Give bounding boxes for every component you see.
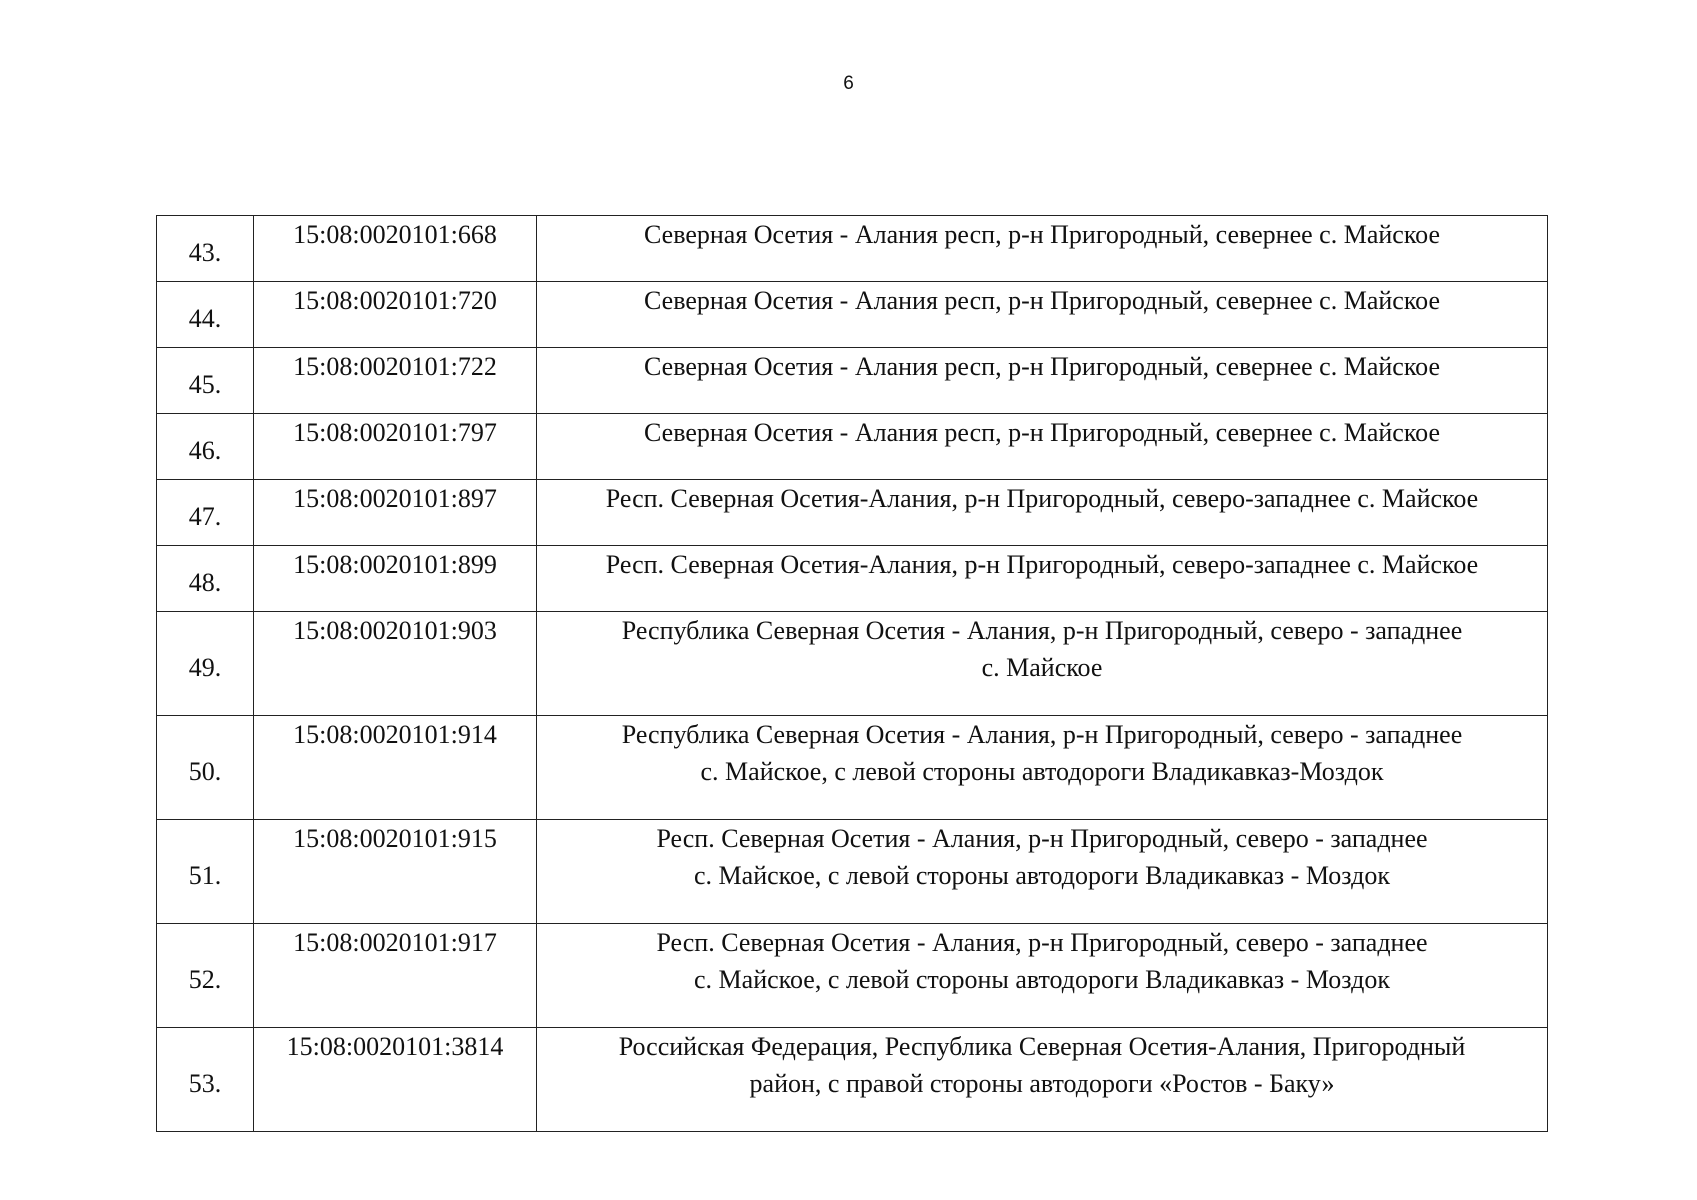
row-number: 43.	[157, 216, 254, 282]
address-line: Республика Северная Осетия - Алания, р-н Пригородный, северо - западнее	[621, 720, 1463, 749]
cadastral-number: 15:08:0020101:903	[254, 612, 537, 716]
address-line: Северная Осетия - Алания респ, р-н Пригородный, севернее с. Майское	[644, 418, 1440, 447]
table-row	[157, 480, 1548, 546]
address-line: Северная Осетия - Алания респ, р-н Пригородный, севернее с. Майское	[644, 220, 1440, 249]
parcel-address	[537, 414, 1548, 480]
row-number: 52.	[157, 924, 254, 1028]
cadastral-number: 15:08:0020101:917	[254, 924, 537, 1028]
table-row	[157, 612, 1548, 716]
address-line: с. Майское, с левой стороны автодороги Владикавказ - Моздок	[694, 965, 1390, 994]
parcel-address	[537, 480, 1548, 546]
address-line: район, с правой стороны автодороги «Ростов - Баку»	[749, 1069, 1335, 1098]
page-number: 6	[843, 73, 854, 94]
table-row	[157, 820, 1548, 924]
table-row	[157, 216, 1548, 282]
parcel-address	[537, 546, 1548, 612]
row-number: 49.	[157, 612, 254, 716]
cadastral-number: 15:08:0020101:797	[254, 414, 537, 480]
cadastral-number: 15:08:0020101:3814	[254, 1028, 537, 1132]
parcel-address	[537, 924, 1548, 1028]
table-row	[157, 1028, 1548, 1132]
address-line: Респ. Северная Осетия - Алания, р-н Пригородный, северо - западнее	[656, 928, 1428, 957]
parcel-address	[537, 716, 1548, 820]
address-line: Северная Осетия - Алания респ, р-н Пригородный, севернее с. Майское	[644, 352, 1440, 381]
parcel-address	[537, 612, 1548, 716]
address-line: с. Майское	[981, 653, 1103, 682]
row-number: 44.	[157, 282, 254, 348]
table-row	[157, 348, 1548, 414]
table-row	[157, 546, 1548, 612]
row-number: 48.	[157, 546, 254, 612]
table-row	[157, 716, 1548, 820]
row-number: 46.	[157, 414, 254, 480]
cadastral-number: 15:08:0020101:668	[254, 216, 537, 282]
address-line: Респ. Северная Осетия-Алания, р-н Пригородный, северо-западнее с. Майское	[605, 484, 1479, 513]
row-number: 51.	[157, 820, 254, 924]
row-number: 47.	[157, 480, 254, 546]
cadastral-number: 15:08:0020101:915	[254, 820, 537, 924]
cadastral-number: 15:08:0020101:914	[254, 716, 537, 820]
cadastral-number: 15:08:0020101:722	[254, 348, 537, 414]
parcel-address	[537, 282, 1548, 348]
cadastral-number: 15:08:0020101:720	[254, 282, 537, 348]
address-line: Северная Осетия - Алания респ, р-н Пригородный, севернее с. Майское	[644, 286, 1440, 315]
address-line: Российская Федерация, Республика Северная Осетия-Алания, Пригородный	[618, 1032, 1466, 1061]
row-number: 45.	[157, 348, 254, 414]
parcel-address	[537, 348, 1548, 414]
table-row	[157, 282, 1548, 348]
address-line: Респ. Северная Осетия - Алания, р-н Пригородный, северо - западнее	[656, 824, 1428, 853]
table-row	[157, 924, 1548, 1028]
address-line: с. Майское, с левой стороны автодороги Владикавказ-Моздок	[700, 757, 1384, 786]
parcel-address	[537, 1028, 1548, 1132]
land-parcels-table	[156, 215, 1548, 1132]
address-line: Респ. Северная Осетия-Алания, р-н Пригородный, северо-западнее с. Майское	[605, 550, 1479, 579]
cadastral-number: 15:08:0020101:897	[254, 480, 537, 546]
cadastral-number: 15:08:0020101:899	[254, 546, 537, 612]
row-number: 50.	[157, 716, 254, 820]
address-line: с. Майское, с левой стороны автодороги Владикавказ - Моздок	[694, 861, 1390, 890]
parcel-address	[537, 820, 1548, 924]
row-number: 53.	[157, 1028, 254, 1132]
parcel-address	[537, 216, 1548, 282]
address-line: Республика Северная Осетия - Алания, р-н Пригородный, северо - западнее	[621, 616, 1463, 645]
table-row	[157, 414, 1548, 480]
